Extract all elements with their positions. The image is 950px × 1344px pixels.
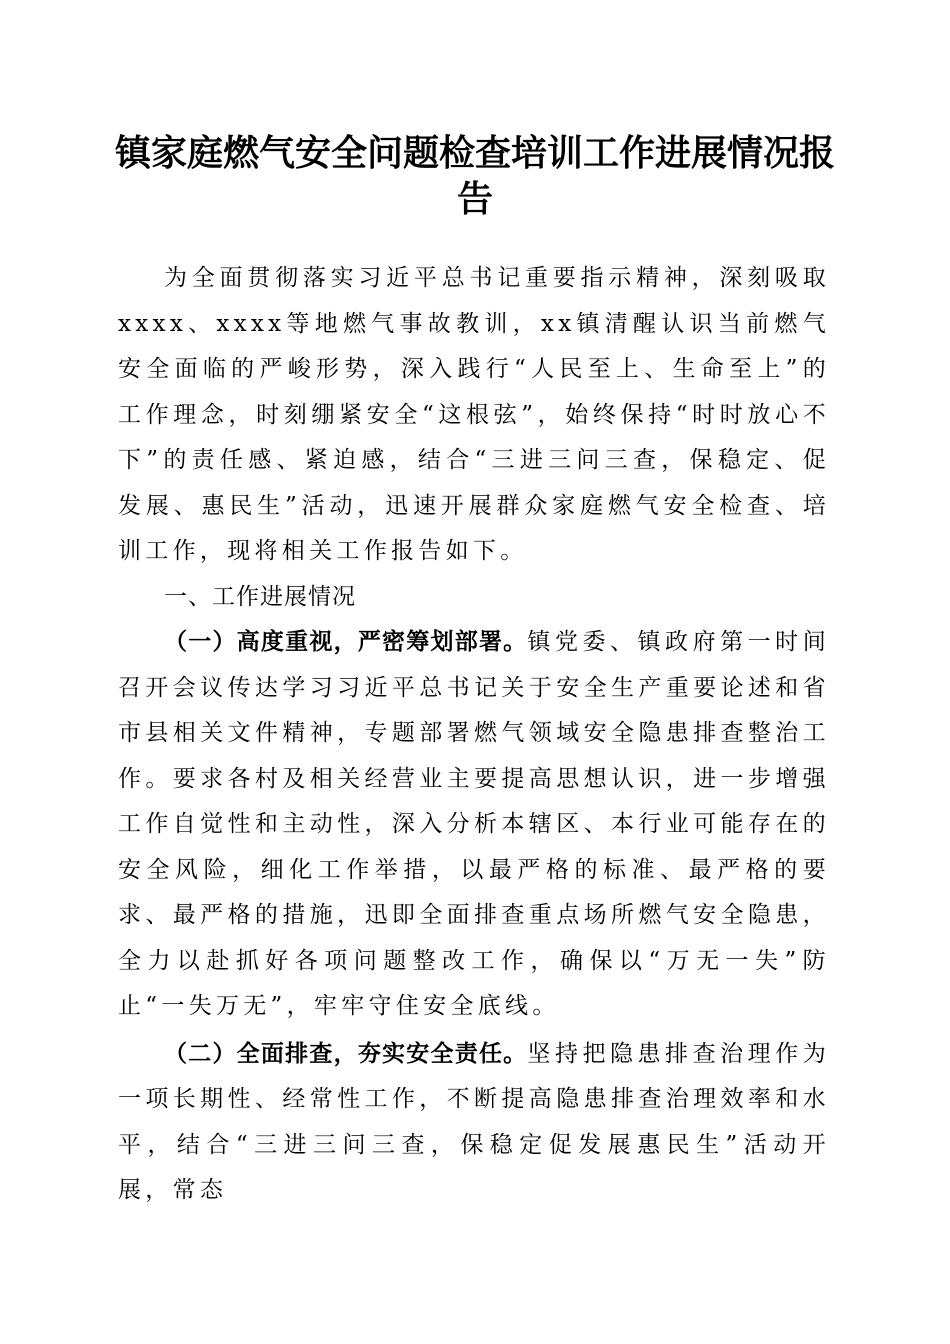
section-heading-work-progress: 一、工作进展情况 [164,583,356,610]
item-2-paragraph [118,1032,830,1214]
item-1-lead: （一）高度重视，严密筹划部署。 [164,629,528,655]
intro-paragraph: 为全面贯彻落实习近平总书记重要指示精神，深刻吸取xxxx、xxxx等地燃气事故教训，xx镇清醒认识当前燃气安全面临的严峻形势，深入践行“人民至上、生命至上”的工作理念，时刻绷紧安全“这根弦”，始终保持“时时放心不下”的责任感、紧迫感，结合“三进三问三查，保稳定、促发展、惠民生”活动，迅速开展群众家庭燃气安全检查、培训工作，现将相关工作报告如下。 [118,265,830,564]
item-1-paragraph [118,620,830,1030]
document-body [118,256,830,1214]
document-title: 镇家庭燃气安全问题检查培训工作进展情况报告 [114,132,835,220]
item-2-text: 坚持把隐患排查治理作为一项长期性、经常性工作，不断提高隐患排查治理效率和水平，结合“三进三问三查，保稳定促发展惠民生”活动开展，常态 [118,1040,830,1203]
item-1-text: 镇党委、镇政府第一时间召开会议传达学习习近平总书记关于安全生产重要论述和省市县相关文件精神，专题部署燃气领域安全隐患排查整治工作。要求各村及相关经营业主要提高思想认识，进一步增强工作自觉性和主动性，深入分析本辖区、本行业可能存在的安全风险，细化工作举措，以最严格的标准、最严格的要求、最严格的措施，迅即全面排查重点场所燃气安全隐患，全力以赴抓好各项问题整改工作，确保以“万无一失”防止“一失万无”，牢牢守住安全底线。 [118,629,830,1019]
item-2-lead: （二）全面排查，夯实安全责任。 [164,1040,528,1067]
